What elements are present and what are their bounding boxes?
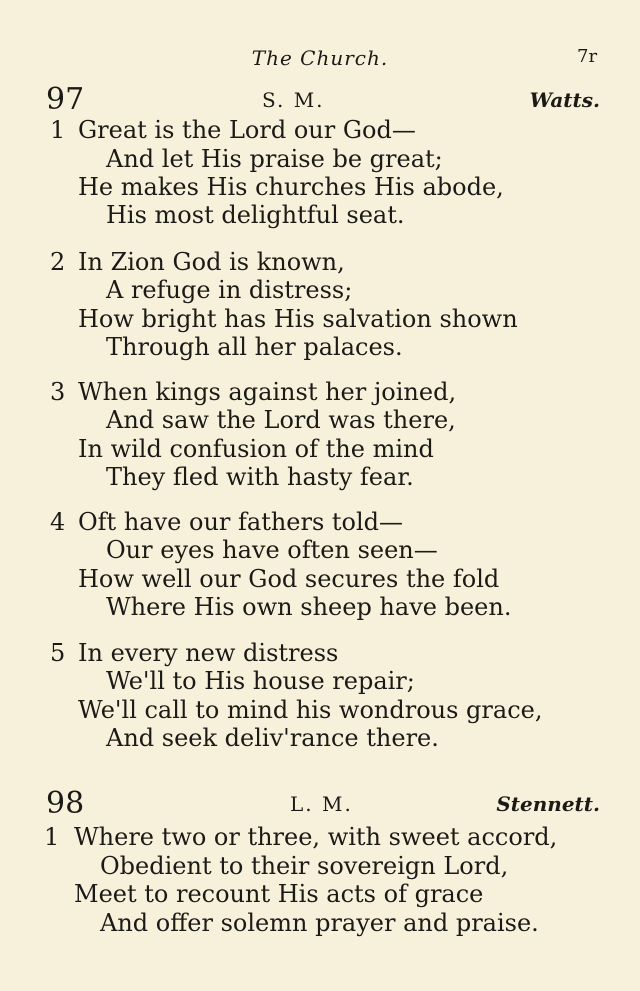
- verse-number: 1: [44, 823, 60, 851]
- verse-line: Great is the Lord our God—: [78, 116, 416, 144]
- verse-number: 4: [50, 508, 66, 536]
- verse-line: Meet to recount His acts of grace: [74, 880, 484, 908]
- page-number: 7r: [577, 46, 598, 67]
- verse-line: When kings against her joined,: [78, 378, 457, 406]
- hymn-meter: S. M.: [262, 88, 325, 112]
- verse-line: Through all her palaces.: [106, 333, 403, 361]
- verse-number: 2: [50, 248, 66, 276]
- verse-line: And offer solemn prayer and praise.: [100, 909, 539, 937]
- verse-line: Our eyes have often seen—: [106, 536, 438, 564]
- verse-line: Oft have our fathers told—: [78, 508, 404, 536]
- verse-line: In Zion God is known,: [78, 248, 345, 276]
- hymn-header: [0, 786, 640, 820]
- verse-line: And saw the Lord was there,: [106, 406, 456, 434]
- verse-line: Where two or three, with sweet accord,: [74, 823, 558, 851]
- verse-number: 1: [50, 116, 66, 144]
- verse-line: Obedient to their sovereign Lord,: [100, 852, 509, 880]
- verse-number: 3: [50, 378, 66, 406]
- verse-line: How bright has His salvation shown: [78, 305, 518, 333]
- verse-line: And let His praise be great;: [106, 145, 443, 173]
- verse-line: How well our God secures the fold: [78, 565, 500, 593]
- page-title: The Church.: [251, 46, 389, 70]
- verse-line: A refuge in distress;: [106, 276, 353, 304]
- hymn-author: Stennett.: [496, 792, 600, 816]
- verse-line: And seek deliv'rance there.: [106, 724, 439, 752]
- hymn-number: 97: [46, 82, 85, 117]
- verse-line: They fled with hasty fear.: [106, 463, 414, 491]
- verse-line: We'll call to mind his wondrous grace,: [78, 696, 543, 724]
- verse-line: We'll to His house repair;: [106, 667, 415, 695]
- hymn-author: Watts.: [529, 88, 600, 112]
- hymn-number: 98: [46, 786, 85, 821]
- verse-line: Where His own sheep have been.: [106, 593, 512, 621]
- verse-line: In wild confusion of the mind: [78, 435, 434, 463]
- verse-number: 5: [50, 639, 66, 667]
- verse-line: In every new distress: [78, 639, 339, 667]
- verse-line: His most delightful seat.: [106, 201, 405, 229]
- hymn-meter: L. M.: [290, 792, 353, 816]
- hymn-header: [0, 82, 640, 116]
- verse-line: He makes His churches His abode,: [78, 173, 504, 201]
